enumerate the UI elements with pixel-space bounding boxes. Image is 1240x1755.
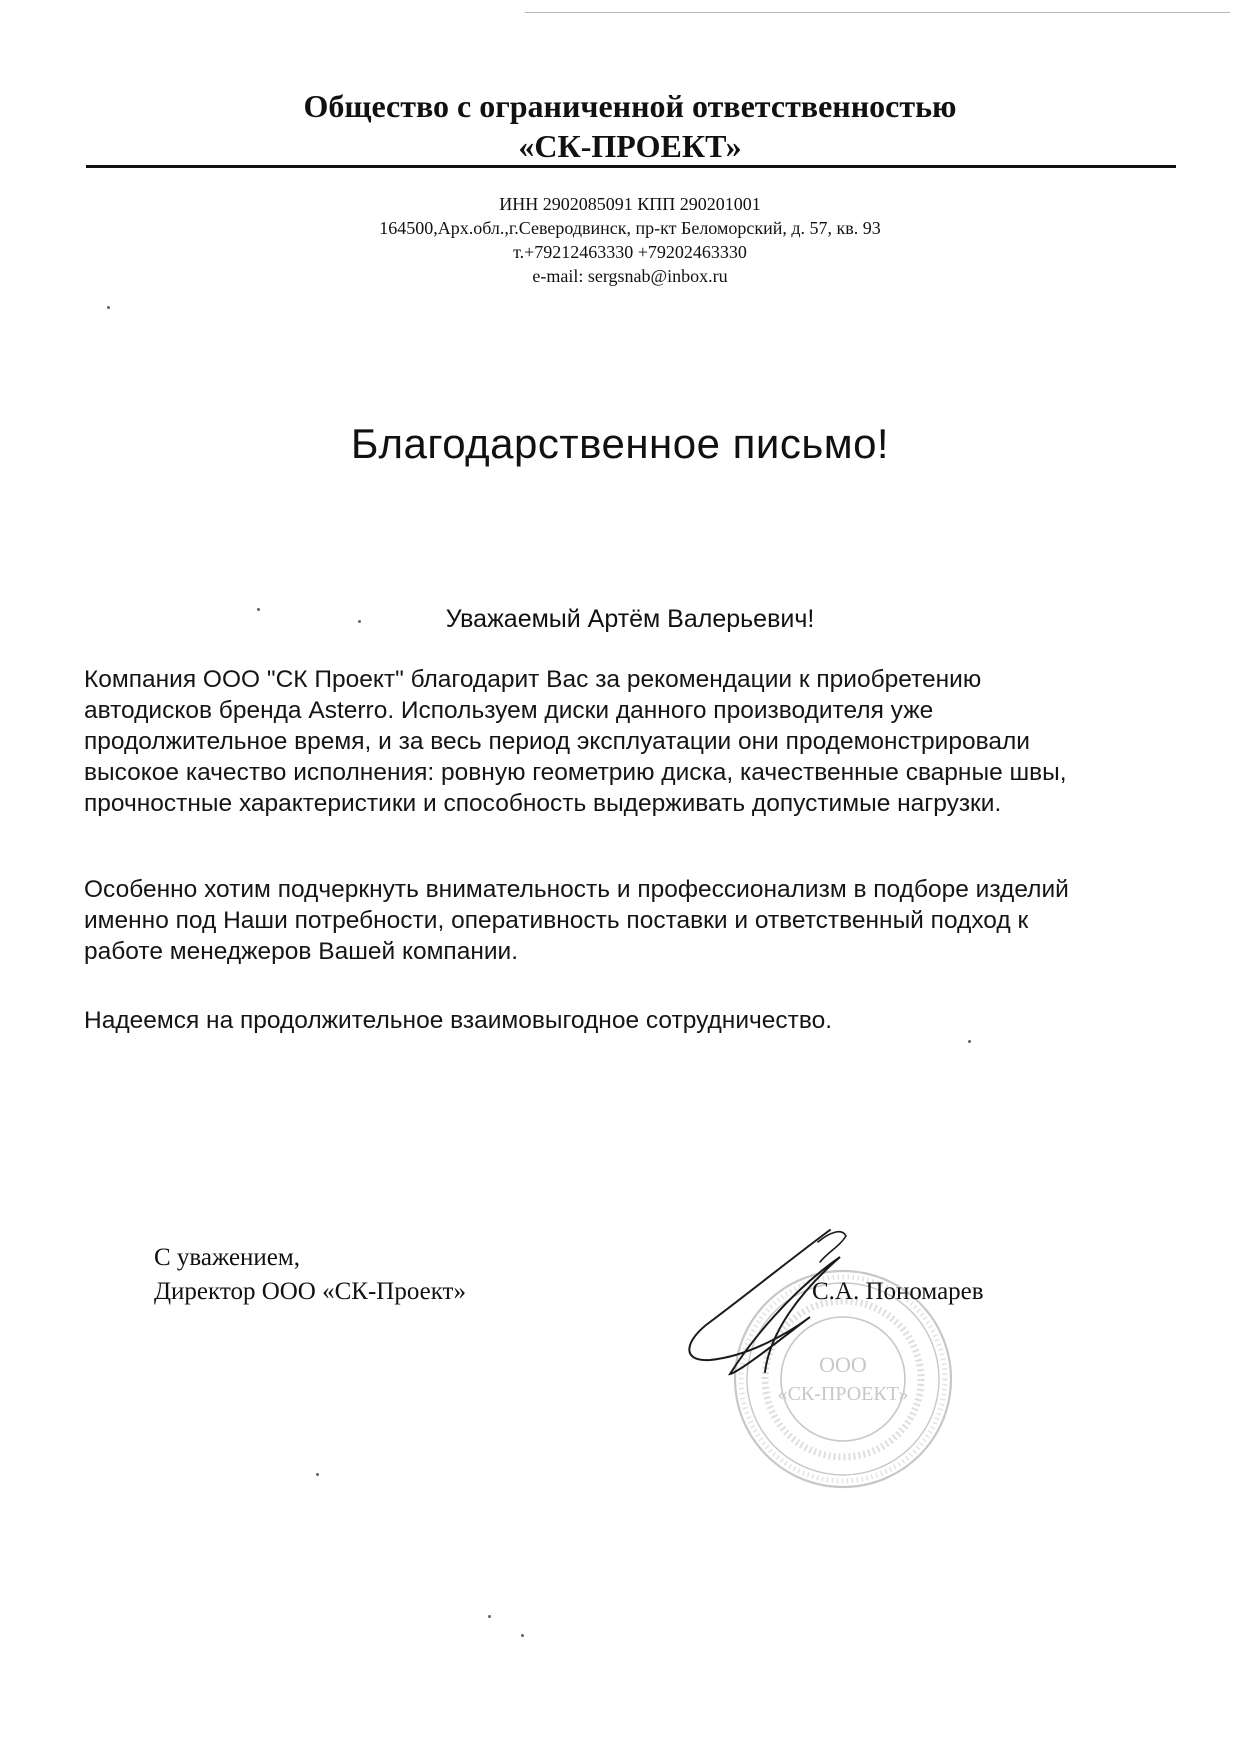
company-email: e-mail: sergsnab@inbox.ru [532, 266, 728, 286]
salutation: Уважаемый Артём Валерьевич! [445, 605, 815, 633]
letter-title: Благодарственное письмо! [350, 420, 890, 467]
company-address: 164500,Арх.обл.,г.Северодвинск, пр-кт Беломорский, д. 57, кв. 93 [379, 218, 881, 238]
scan-speck [521, 1634, 524, 1637]
scan-speck [316, 1473, 319, 1476]
paragraph-line: Надеемся на продолжительное взаимовыгодное сотрудничество. [84, 1007, 833, 1034]
closing-block [154, 1241, 466, 1309]
paragraph-line: высокое качество исполнения: ровную геометрию диска, качественные сварные швы, [84, 759, 1067, 786]
paragraph-3 [84, 1005, 1194, 1036]
paragraph-line: работе менеджеров Вашей компании. [84, 938, 519, 965]
inn-kpp: ИНН 2902085091 КПП 290201001 [499, 194, 761, 214]
company-requisites [300, 192, 960, 288]
scan-edge-line [525, 12, 1230, 13]
seal-text-line1: ООО [819, 1352, 867, 1377]
closing-regards: С уважением, [154, 1244, 300, 1271]
company-phones: т.+79212463330 +79202463330 [513, 242, 747, 262]
scan-speck [257, 608, 260, 611]
signer-position: Директор ООО «СК-Проект» [154, 1278, 466, 1305]
header-divider [86, 165, 1176, 168]
paragraph-line: Особенно хотим подчеркнуть внимательность и профессионализм в подборе изделий [84, 876, 1069, 903]
paragraph-2 [84, 874, 1194, 967]
scan-speck [358, 620, 361, 623]
org-name-line2: «СК-ПРОЕКТ» [518, 128, 742, 164]
paragraph-line: Компания ООО "СК Проект" благодарит Вас за рекомендации к приобретению [84, 666, 982, 693]
org-name-line1: Общество с ограниченной ответственностью [303, 88, 957, 124]
paragraph-1 [84, 664, 1194, 819]
paragraph-line: именно под Наши потребности, оперативность поставки и ответственный подход к [84, 907, 1029, 934]
paragraph-line: продолжительное время, и за весь период эксплуатации они продемонстрировали [84, 728, 1030, 755]
scan-speck [107, 306, 110, 309]
organization-name [80, 86, 1180, 166]
scan-speck [488, 1615, 491, 1618]
paragraph-line: автодисков бренда Asterro. Используем диски данного производителя уже [84, 697, 934, 724]
signer-name: С.А. Пономарев [812, 1278, 984, 1305]
paragraph-line: прочностные характеристики и способность выдерживать допустимые нагрузки. [84, 790, 1002, 817]
seal-text-line2: «СК-ПРОЕКТ» [777, 1383, 909, 1405]
scan-speck [968, 1040, 971, 1043]
